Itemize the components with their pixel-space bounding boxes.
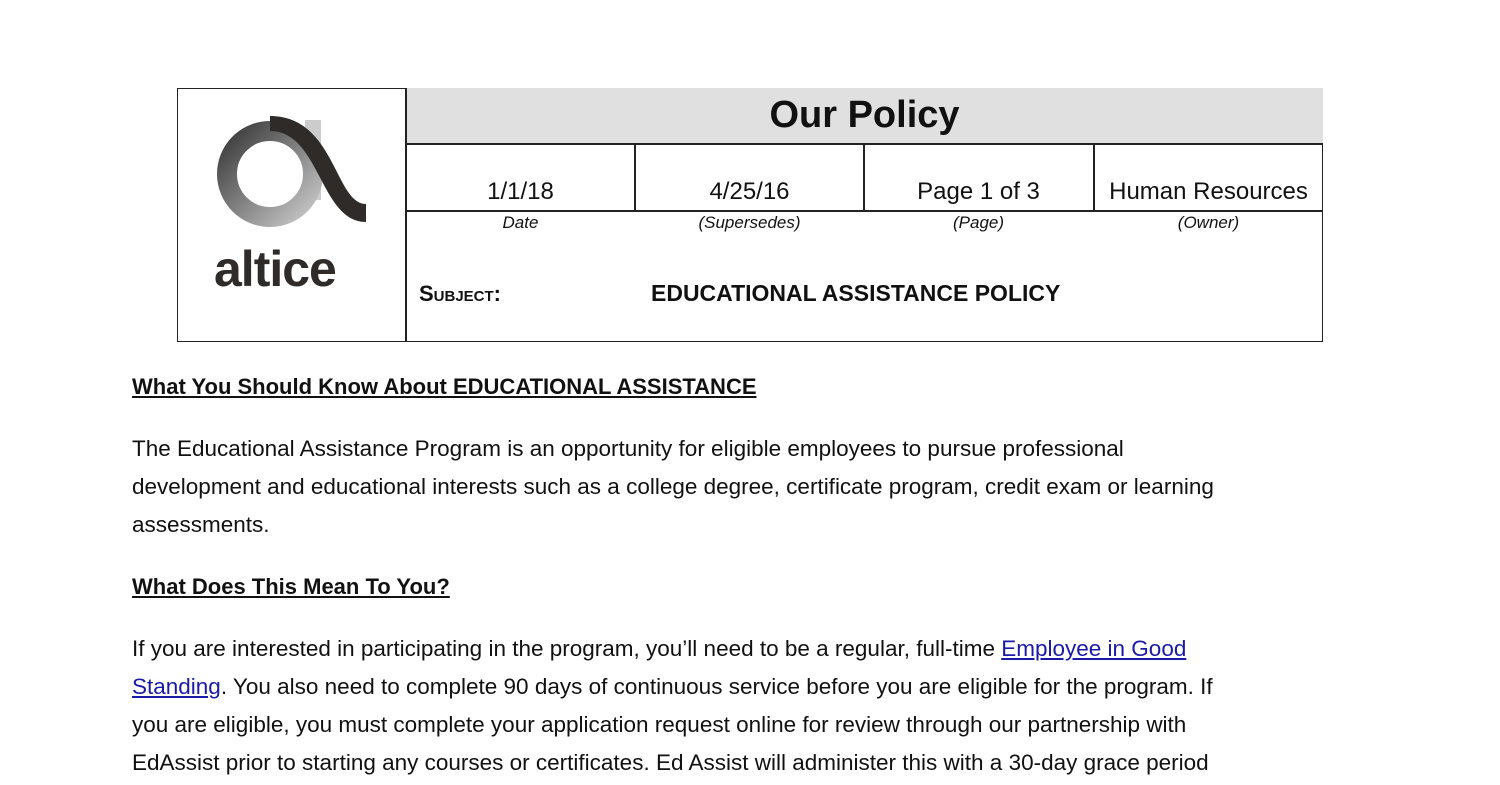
- altice-alpha-icon: [210, 112, 375, 232]
- supersedes-label: (Supersedes): [698, 213, 801, 232]
- owner-label: (Owner): [1177, 213, 1240, 232]
- employee-in-good-standing-link[interactable]: Standing: [132, 674, 221, 699]
- paragraph-line: [132, 636, 1186, 662]
- paragraph-line: development and educational interests such as a college degree, certificate program, credit exam or learning: [132, 474, 1214, 499]
- employee-in-good-standing-link[interactable]: Employee in Good: [1001, 636, 1187, 661]
- divider: [406, 210, 1323, 212]
- divider: [406, 143, 1323, 145]
- paragraph-line: The Educational Assistance Program is an opportunity for eligible employees to pursue professional: [132, 436, 1124, 461]
- page-title: Our Policy: [769, 94, 960, 136]
- page-value: Page 1 of 3: [917, 178, 1040, 205]
- text: . You also need to complete 90 days of continuous service before you are eligible for the program. If: [220, 674, 1213, 699]
- altice-logo: [210, 112, 375, 302]
- supersedes-value: 4/25/16: [709, 178, 790, 205]
- owner-value: Human Resources: [1109, 178, 1308, 205]
- subject-value: EDUCATIONAL ASSISTANCE POLICY: [651, 280, 1061, 306]
- paragraph-line: EdAssist prior to starting any courses or certificates. Ed Assist will administer this with a 30-day grace period: [132, 750, 1209, 775]
- section-heading: What You Should Know About EDUCATIONAL ASSISTANCE: [132, 374, 757, 399]
- date-value: 1/1/18: [487, 178, 554, 205]
- page-label: (Page): [952, 213, 1005, 232]
- section-heading: What Does This Mean To You?: [132, 574, 450, 599]
- text: If you are interested in participating in the program, you’ll need to be a regular, full-time: [132, 636, 1002, 661]
- paragraph-line: assessments.: [132, 512, 270, 537]
- logo-text: altice: [214, 241, 336, 297]
- subject-label: Subject:: [419, 281, 502, 306]
- date-label: Date: [502, 213, 539, 232]
- paragraph-line: [132, 674, 1213, 700]
- paragraph-line: you are eligible, you must complete your application request online for review through our partnership with: [132, 712, 1187, 737]
